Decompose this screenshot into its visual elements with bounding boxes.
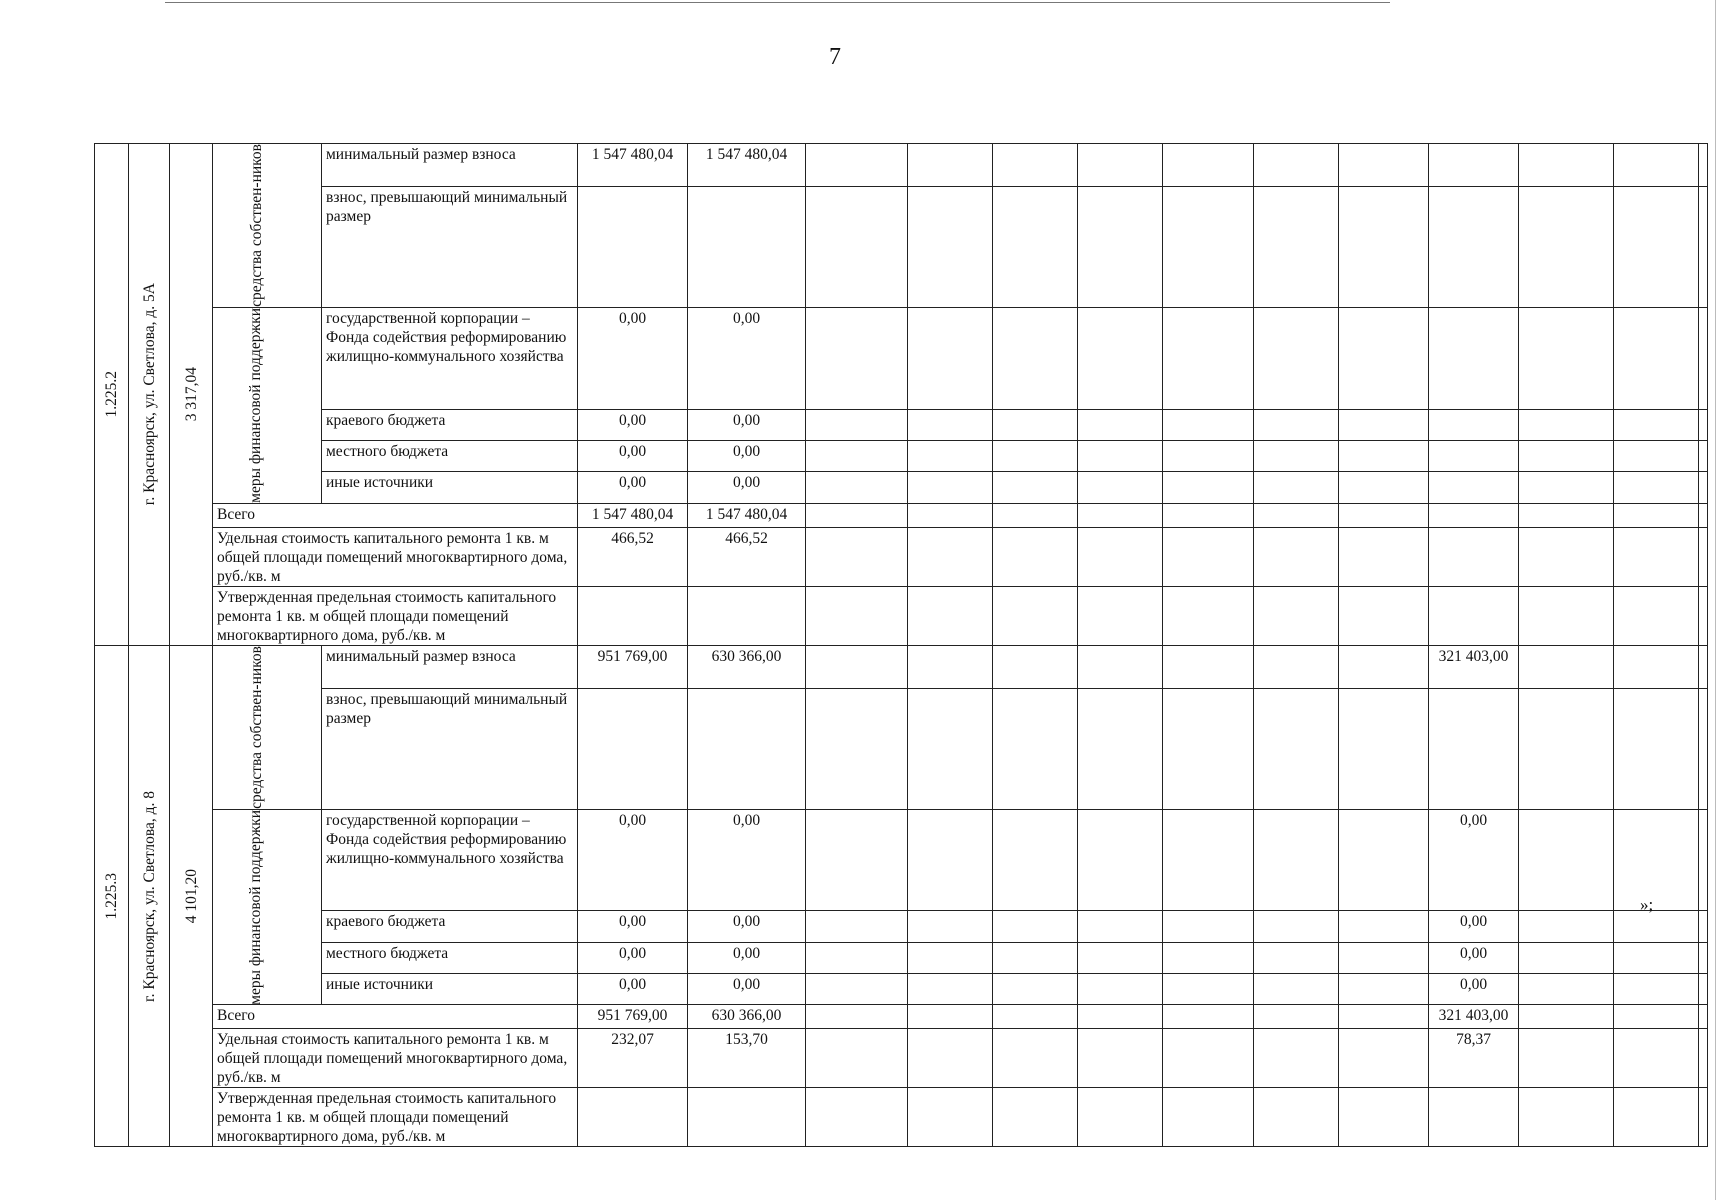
value-col-4 xyxy=(993,974,1078,1005)
value-col-2 xyxy=(806,942,908,973)
table-row xyxy=(95,503,1708,527)
value-col-3 xyxy=(908,974,993,1005)
row-label: Утвержденная предельная стоимость капитального ремонта 1 кв. м общей площади помещений многоквартирного дома, руб./кв. м xyxy=(213,586,578,645)
value-col-4 xyxy=(993,187,1078,308)
table-row xyxy=(95,527,1708,586)
value-col-9: 321 403,00 xyxy=(1429,645,1519,688)
value-col-1: 1 547 480,04 xyxy=(688,503,806,527)
value-col-5 xyxy=(1078,1005,1163,1029)
value-col-1: 466,52 xyxy=(688,527,806,586)
row-label: государственной корпорации – Фонда содействия реформированию жилищно-коммунального хозяйства xyxy=(322,809,578,911)
value-col-1: 0,00 xyxy=(688,974,806,1005)
value-col-2 xyxy=(806,441,908,472)
value-col-7 xyxy=(1254,689,1339,810)
value-col-7 xyxy=(1254,441,1339,472)
table-row xyxy=(95,645,1708,688)
row-label: краевого бюджета xyxy=(322,911,578,942)
value-col-1 xyxy=(688,689,806,810)
value-col-2 xyxy=(806,503,908,527)
value-col-1: 0,00 xyxy=(688,441,806,472)
owners-funds-group-label: средства собствен-ников xyxy=(248,645,265,809)
value-col-8 xyxy=(1339,472,1429,503)
value-col-11 xyxy=(1614,645,1699,688)
record-address-cell xyxy=(129,645,170,1147)
table-row xyxy=(95,809,1708,911)
value-col-4 xyxy=(993,586,1078,645)
value-col-4 xyxy=(993,809,1078,911)
value-col-5 xyxy=(1078,527,1163,586)
value-col-4 xyxy=(993,942,1078,973)
value-col-9: 78,37 xyxy=(1429,1029,1519,1088)
value-col-3 xyxy=(908,1005,993,1029)
value-col-2 xyxy=(806,527,908,586)
value-col-4 xyxy=(993,1029,1078,1088)
value-total: 232,07 xyxy=(578,1029,688,1088)
financial-support-group-label: меры финансовой поддержки xyxy=(247,809,264,1005)
table-row xyxy=(95,689,1708,810)
value-col-4 xyxy=(993,503,1078,527)
value-col-8 xyxy=(1339,1088,1429,1147)
value-col-10 xyxy=(1519,645,1614,688)
row-label: краевого бюджета xyxy=(322,409,578,440)
value-col-8 xyxy=(1339,441,1429,472)
value-col-7 xyxy=(1254,527,1339,586)
row-label: иные источники xyxy=(322,472,578,503)
value-col-2 xyxy=(806,974,908,1005)
table-row xyxy=(95,187,1708,308)
value-col-7 xyxy=(1254,645,1339,688)
right-edge-rule xyxy=(1715,0,1716,1200)
value-col-9 xyxy=(1429,1088,1519,1147)
value-col-10 xyxy=(1519,472,1614,503)
value-col-1: 153,70 xyxy=(688,1029,806,1088)
value-col-10 xyxy=(1519,307,1614,409)
value-col-4 xyxy=(993,441,1078,472)
value-col-9 xyxy=(1429,472,1519,503)
value-col-3 xyxy=(908,441,993,472)
value-col-9 xyxy=(1429,689,1519,810)
value-col-2 xyxy=(806,187,908,308)
closing-quote-mark: »; xyxy=(1640,895,1654,914)
value-col-10 xyxy=(1519,144,1614,187)
value-col-9: 0,00 xyxy=(1429,974,1519,1005)
value-col-11 xyxy=(1614,527,1699,586)
value-col-10 xyxy=(1519,409,1614,440)
value-col-7 xyxy=(1254,942,1339,973)
value-col-11 xyxy=(1614,187,1699,308)
value-col-5 xyxy=(1078,1029,1163,1088)
value-col-1 xyxy=(688,586,806,645)
value-col-5 xyxy=(1078,942,1163,973)
table-row xyxy=(95,144,1708,187)
record-address-cell xyxy=(129,144,170,646)
value-col-3 xyxy=(908,1029,993,1088)
value-col-11 xyxy=(1614,307,1699,409)
record-id-cell xyxy=(95,144,129,646)
value-col-11 xyxy=(1614,942,1699,973)
value-col-2 xyxy=(806,1029,908,1088)
value-col-11 xyxy=(1614,1005,1699,1029)
value-col-11 xyxy=(1614,1029,1699,1088)
value-col-5 xyxy=(1078,409,1163,440)
value-col-2 xyxy=(806,1088,908,1147)
value-total: 0,00 xyxy=(578,809,688,911)
value-total xyxy=(578,689,688,810)
value-col-12 xyxy=(1699,645,1708,688)
value-col-3 xyxy=(908,809,993,911)
value-col-1: 0,00 xyxy=(688,307,806,409)
value-total: 1 547 480,04 xyxy=(578,503,688,527)
value-col-10 xyxy=(1519,809,1614,911)
value-total: 0,00 xyxy=(578,409,688,440)
value-total xyxy=(578,187,688,308)
value-col-11 xyxy=(1614,911,1699,942)
row-label: взнос, превышающий минимальный размер xyxy=(322,187,578,308)
value-col-10 xyxy=(1519,187,1614,308)
value-col-4 xyxy=(993,911,1078,942)
value-col-7 xyxy=(1254,409,1339,440)
table-row xyxy=(95,1005,1708,1029)
table-row xyxy=(95,1088,1708,1147)
owners-funds-group-label-cell xyxy=(213,144,322,308)
value-col-10 xyxy=(1519,689,1614,810)
value-col-5 xyxy=(1078,974,1163,1005)
value-col-4 xyxy=(993,689,1078,810)
value-col-1: 1 547 480,04 xyxy=(688,144,806,187)
row-label: местного бюджета xyxy=(322,441,578,472)
value-total xyxy=(578,586,688,645)
value-col-5 xyxy=(1078,441,1163,472)
value-col-6 xyxy=(1163,472,1254,503)
value-col-5 xyxy=(1078,307,1163,409)
value-col-9 xyxy=(1429,527,1519,586)
value-col-4 xyxy=(993,307,1078,409)
value-col-10 xyxy=(1519,586,1614,645)
value-total: 0,00 xyxy=(578,472,688,503)
record-area: 4 101,20 xyxy=(182,868,200,924)
value-col-6 xyxy=(1163,187,1254,308)
value-col-4 xyxy=(993,144,1078,187)
value-col-7 xyxy=(1254,187,1339,308)
value-col-7 xyxy=(1254,307,1339,409)
value-col-5 xyxy=(1078,689,1163,810)
table-row xyxy=(95,441,1708,472)
value-col-3 xyxy=(908,144,993,187)
value-col-4 xyxy=(993,1088,1078,1147)
value-col-11 xyxy=(1614,409,1699,440)
value-col-12 xyxy=(1699,974,1708,1005)
value-col-3 xyxy=(908,527,993,586)
value-total: 951 769,00 xyxy=(578,1005,688,1029)
value-col-10 xyxy=(1519,441,1614,472)
value-col-2 xyxy=(806,409,908,440)
value-col-10 xyxy=(1519,942,1614,973)
row-label: Всего xyxy=(213,1005,578,1029)
value-col-5 xyxy=(1078,472,1163,503)
value-col-4 xyxy=(993,472,1078,503)
value-total: 0,00 xyxy=(578,307,688,409)
table-row xyxy=(95,911,1708,942)
value-col-2 xyxy=(806,472,908,503)
value-col-7 xyxy=(1254,911,1339,942)
value-total: 0,00 xyxy=(578,441,688,472)
value-col-12 xyxy=(1699,441,1708,472)
value-col-8 xyxy=(1339,1005,1429,1029)
value-col-12 xyxy=(1699,809,1708,911)
record-id-cell xyxy=(95,645,129,1147)
value-col-3 xyxy=(908,911,993,942)
value-col-9: 0,00 xyxy=(1429,942,1519,973)
value-col-11 xyxy=(1614,1088,1699,1147)
value-col-9 xyxy=(1429,409,1519,440)
record-address: г. Красноярск, ул. Светлова, д. 8 xyxy=(140,790,158,1002)
value-col-1: 630 366,00 xyxy=(688,1005,806,1029)
value-col-10 xyxy=(1519,503,1614,527)
value-col-8 xyxy=(1339,586,1429,645)
value-col-9 xyxy=(1429,307,1519,409)
value-col-8 xyxy=(1339,409,1429,440)
financial-support-group-label-cell xyxy=(213,809,322,1005)
value-col-1: 0,00 xyxy=(688,809,806,911)
value-col-3 xyxy=(908,307,993,409)
record-address: г. Красноярск, ул. Светлова, д. 5А xyxy=(140,283,158,506)
owners-funds-group-label-cell xyxy=(213,645,322,809)
value-col-11 xyxy=(1614,974,1699,1005)
value-col-11 xyxy=(1614,586,1699,645)
value-col-4 xyxy=(993,527,1078,586)
value-col-8 xyxy=(1339,974,1429,1005)
value-col-12 xyxy=(1699,409,1708,440)
value-col-12 xyxy=(1699,586,1708,645)
value-col-10 xyxy=(1519,974,1614,1005)
value-col-8 xyxy=(1339,503,1429,527)
record-area-cell xyxy=(170,645,213,1147)
value-col-6 xyxy=(1163,144,1254,187)
value-col-5 xyxy=(1078,144,1163,187)
value-col-5 xyxy=(1078,645,1163,688)
table-row xyxy=(95,307,1708,409)
value-col-7 xyxy=(1254,974,1339,1005)
value-col-2 xyxy=(806,689,908,810)
value-col-9: 0,00 xyxy=(1429,809,1519,911)
value-col-7 xyxy=(1254,1005,1339,1029)
value-col-2 xyxy=(806,911,908,942)
record-id: 1.225.3 xyxy=(103,872,120,920)
value-col-10 xyxy=(1519,911,1614,942)
row-label: местного бюджета xyxy=(322,942,578,973)
value-col-8 xyxy=(1339,1029,1429,1088)
value-col-6 xyxy=(1163,1088,1254,1147)
value-col-12 xyxy=(1699,144,1708,187)
value-col-1: 0,00 xyxy=(688,942,806,973)
value-col-4 xyxy=(993,645,1078,688)
value-col-1: 0,00 xyxy=(688,472,806,503)
value-total: 0,00 xyxy=(578,942,688,973)
value-col-1: 0,00 xyxy=(688,409,806,440)
table-row xyxy=(95,586,1708,645)
value-col-5 xyxy=(1078,187,1163,308)
value-col-10 xyxy=(1519,1005,1614,1029)
row-label: Утвержденная предельная стоимость капитального ремонта 1 кв. м общей площади помещений многоквартирного дома, руб./кв. м xyxy=(213,1088,578,1147)
value-col-8 xyxy=(1339,809,1429,911)
value-col-2 xyxy=(806,809,908,911)
value-col-5 xyxy=(1078,911,1163,942)
value-total xyxy=(578,1088,688,1147)
table-row xyxy=(95,1029,1708,1088)
value-col-1 xyxy=(688,1088,806,1147)
value-col-8 xyxy=(1339,942,1429,973)
value-col-2 xyxy=(806,307,908,409)
record-area-cell xyxy=(170,144,213,646)
value-col-10 xyxy=(1519,1088,1614,1147)
value-col-3 xyxy=(908,409,993,440)
value-col-6 xyxy=(1163,1005,1254,1029)
value-col-6 xyxy=(1163,527,1254,586)
value-col-12 xyxy=(1699,1088,1708,1147)
table-row xyxy=(95,974,1708,1005)
value-col-5 xyxy=(1078,809,1163,911)
value-col-6 xyxy=(1163,586,1254,645)
value-col-8 xyxy=(1339,689,1429,810)
value-col-7 xyxy=(1254,1029,1339,1088)
value-col-3 xyxy=(908,472,993,503)
value-col-11 xyxy=(1614,503,1699,527)
value-col-6 xyxy=(1163,911,1254,942)
value-col-9 xyxy=(1429,503,1519,527)
value-col-8 xyxy=(1339,144,1429,187)
value-col-5 xyxy=(1078,1088,1163,1147)
value-col-12 xyxy=(1699,527,1708,586)
value-col-8 xyxy=(1339,307,1429,409)
value-col-3 xyxy=(908,689,993,810)
value-col-1 xyxy=(688,187,806,308)
page-number: 7 xyxy=(829,44,841,70)
table-body xyxy=(95,144,1708,1147)
value-col-12 xyxy=(1699,503,1708,527)
value-total: 466,52 xyxy=(578,527,688,586)
value-col-2 xyxy=(806,586,908,645)
row-label: государственной корпорации – Фонда содействия реформированию жилищно-коммунального хозяйства xyxy=(322,307,578,409)
value-col-7 xyxy=(1254,144,1339,187)
value-col-2 xyxy=(806,645,908,688)
top-rule xyxy=(165,2,1390,3)
value-col-8 xyxy=(1339,187,1429,308)
value-col-6 xyxy=(1163,409,1254,440)
value-col-12 xyxy=(1699,1005,1708,1029)
value-col-9 xyxy=(1429,586,1519,645)
value-col-6 xyxy=(1163,645,1254,688)
value-col-10 xyxy=(1519,1029,1614,1088)
value-col-6 xyxy=(1163,809,1254,911)
value-col-8 xyxy=(1339,911,1429,942)
value-col-6 xyxy=(1163,503,1254,527)
value-col-1: 0,00 xyxy=(688,911,806,942)
value-col-4 xyxy=(993,1005,1078,1029)
record-area: 3 317,04 xyxy=(182,367,200,422)
row-label: Всего xyxy=(213,503,578,527)
value-col-5 xyxy=(1078,503,1163,527)
row-label: минимальный размер взноса xyxy=(322,645,578,688)
value-col-2 xyxy=(806,1005,908,1029)
value-total: 1 547 480,04 xyxy=(578,144,688,187)
value-col-7 xyxy=(1254,809,1339,911)
financial-support-group-label: меры финансовой поддержки xyxy=(247,307,264,503)
value-col-12 xyxy=(1699,911,1708,942)
value-col-12 xyxy=(1699,187,1708,308)
value-col-9 xyxy=(1429,441,1519,472)
value-col-6 xyxy=(1163,942,1254,973)
table-row xyxy=(95,942,1708,973)
value-col-3 xyxy=(908,503,993,527)
row-label: Удельная стоимость капитального ремонта 1 кв. м общей площади помещений многоквартирного дома, руб./кв. м xyxy=(213,527,578,586)
value-col-5 xyxy=(1078,586,1163,645)
table-row xyxy=(95,472,1708,503)
value-col-6 xyxy=(1163,689,1254,810)
record-id: 1.225.2 xyxy=(103,371,120,418)
value-col-6 xyxy=(1163,441,1254,472)
value-col-12 xyxy=(1699,307,1708,409)
value-col-6 xyxy=(1163,974,1254,1005)
row-label: минимальный размер взноса xyxy=(322,144,578,187)
value-col-1: 630 366,00 xyxy=(688,645,806,688)
value-total: 0,00 xyxy=(578,911,688,942)
value-col-3 xyxy=(908,187,993,308)
row-label: взнос, превышающий минимальный размер xyxy=(322,689,578,810)
value-col-12 xyxy=(1699,689,1708,810)
value-col-4 xyxy=(993,409,1078,440)
value-col-7 xyxy=(1254,503,1339,527)
table-row xyxy=(95,409,1708,440)
capital-repair-table xyxy=(94,143,1708,1147)
owners-funds-group-label: средства собствен-ников xyxy=(248,144,265,307)
financial-support-group-label-cell xyxy=(213,307,322,503)
value-col-11 xyxy=(1614,144,1699,187)
value-col-2 xyxy=(806,144,908,187)
value-col-11 xyxy=(1614,689,1699,810)
value-col-12 xyxy=(1699,942,1708,973)
value-col-11 xyxy=(1614,441,1699,472)
value-col-7 xyxy=(1254,1088,1339,1147)
value-col-6 xyxy=(1163,307,1254,409)
value-col-9: 321 403,00 xyxy=(1429,1005,1519,1029)
value-col-3 xyxy=(908,942,993,973)
value-col-3 xyxy=(908,1088,993,1147)
value-total: 951 769,00 xyxy=(578,645,688,688)
row-label: иные источники xyxy=(322,974,578,1005)
value-col-8 xyxy=(1339,527,1429,586)
value-col-12 xyxy=(1699,472,1708,503)
row-label: Удельная стоимость капитального ремонта 1 кв. м общей площади помещений многоквартирного дома, руб./кв. м xyxy=(213,1029,578,1088)
value-col-3 xyxy=(908,645,993,688)
value-col-8 xyxy=(1339,645,1429,688)
value-col-9 xyxy=(1429,187,1519,308)
value-col-12 xyxy=(1699,1029,1708,1088)
value-col-10 xyxy=(1519,527,1614,586)
value-col-3 xyxy=(908,586,993,645)
value-col-7 xyxy=(1254,586,1339,645)
value-col-11 xyxy=(1614,809,1699,911)
value-total: 0,00 xyxy=(578,974,688,1005)
value-col-7 xyxy=(1254,472,1339,503)
value-col-9 xyxy=(1429,144,1519,187)
value-col-6 xyxy=(1163,1029,1254,1088)
value-col-9: 0,00 xyxy=(1429,911,1519,942)
value-col-11 xyxy=(1614,472,1699,503)
